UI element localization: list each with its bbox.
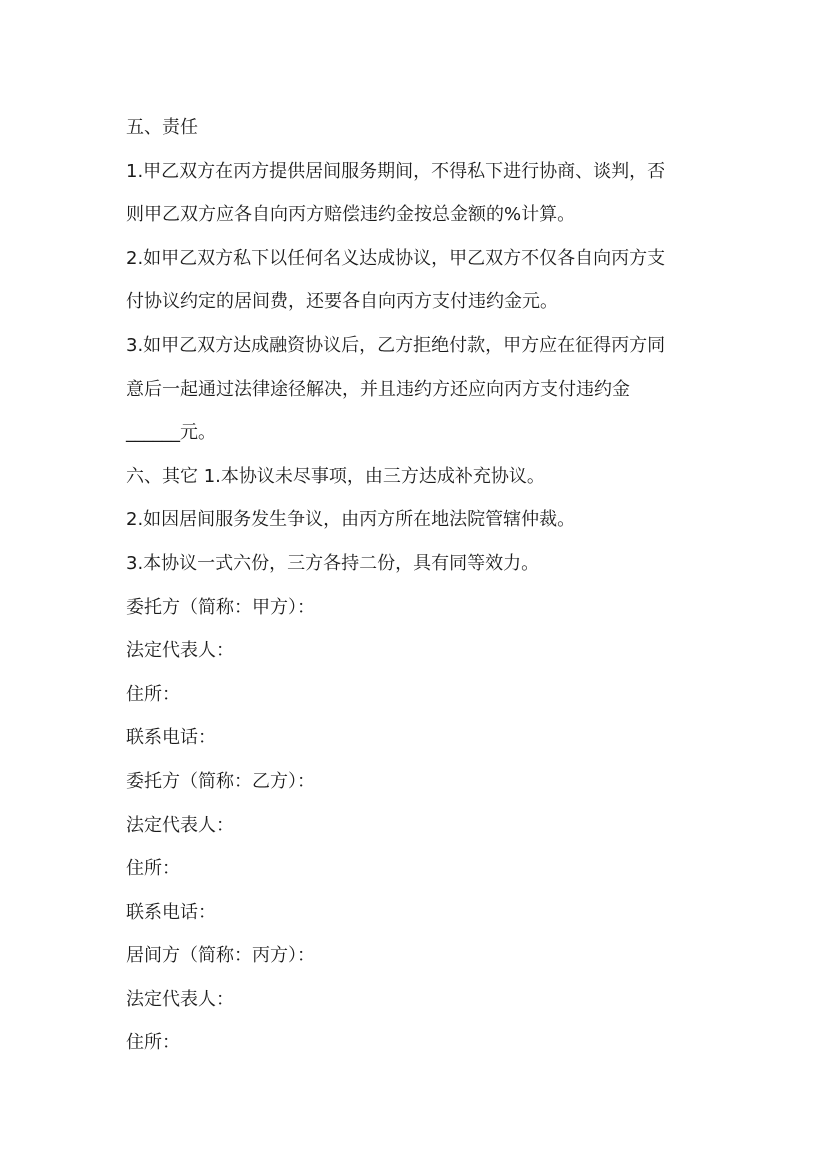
clause-2-line-2: 付协议约定的居间费，还要各自向丙方支付违约金元。 — [126, 291, 558, 313]
other-clause-2: 2.如因居间服务发生争议，由丙方所在地法院管辖仲裁。 — [126, 509, 576, 531]
party-a-phone: 联系电话： — [126, 727, 216, 749]
party-a-representative: 法定代表人： — [126, 640, 234, 662]
clause-2-line-1: 2.如甲乙双方私下以任何名义达成协议，甲乙双方不仅各自向丙方支 — [126, 247, 666, 269]
section-heading-other-clause-1: 六、其它 1.本协议未尽事项，由三方达成补充协议。 — [126, 465, 545, 487]
section-heading-responsibility: 五、责任 — [126, 117, 198, 138]
clause-3-line-1: 3.如甲乙双方达成融资协议后，乙方拒绝付款，甲方应在征得丙方同 — [126, 334, 666, 356]
party-c-representative: 法定代表人： — [126, 988, 234, 1010]
other-clause-3: 3.本协议一式六份，三方各持二份，具有同等效力。 — [126, 552, 540, 574]
clause-1-line-2: 则甲乙双方应各自向丙方赔偿违约金按总金额的%计算。 — [126, 204, 576, 226]
party-c-label: 居间方（简称：丙方）： — [126, 945, 315, 967]
clause-1-line-1: 1.甲乙双方在丙方提供居间服务期间，不得私下进行协商、谈判，否 — [126, 160, 666, 182]
party-c-address: 住所： — [126, 1032, 180, 1054]
party-b-label: 委托方（简称：乙方）： — [126, 770, 315, 792]
party-b-address: 住所： — [126, 858, 180, 880]
party-b-representative: 法定代表人： — [126, 814, 234, 836]
document-body — [126, 106, 716, 1065]
party-b-phone: 联系电话： — [126, 901, 216, 923]
party-a-label: 委托方（简称：甲方）： — [126, 596, 315, 618]
party-a-address: 住所： — [126, 683, 180, 705]
clause-3-line-3: ______元。 — [126, 422, 216, 444]
clause-3-line-2: 意后一起通过法律途径解决，并且违约方还应向丙方支付违约金 — [126, 378, 630, 400]
